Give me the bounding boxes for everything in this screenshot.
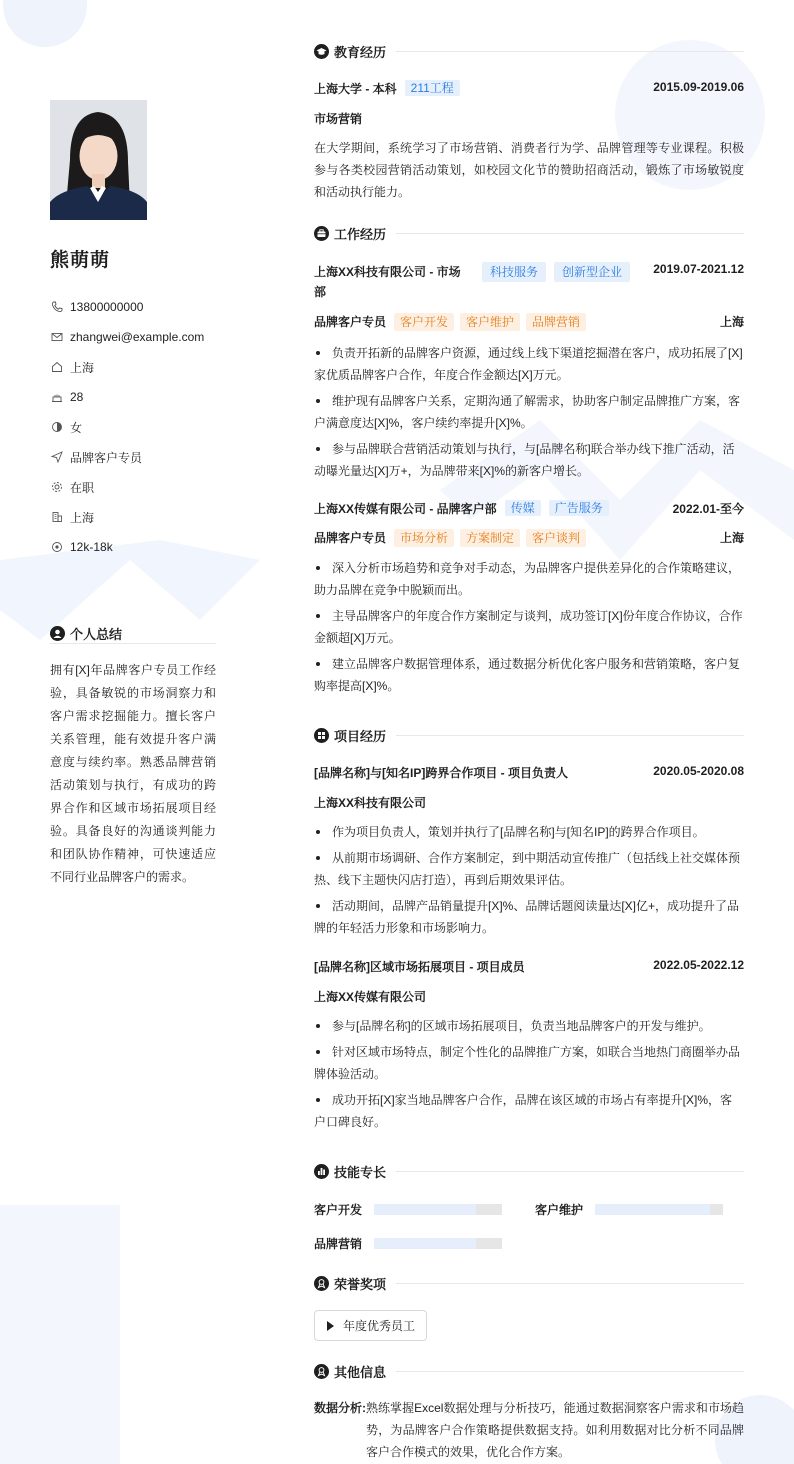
other-title: 其他信息 bbox=[334, 1364, 387, 1380]
skill-name: 品牌营销 bbox=[314, 1237, 363, 1251]
education-date: 2015.09-2019.06 bbox=[653, 80, 744, 94]
skill-bar bbox=[595, 1204, 723, 1215]
skill-bar bbox=[374, 1238, 502, 1249]
contact-info-list bbox=[50, 292, 216, 562]
education-major: 市场营销 bbox=[314, 112, 363, 126]
section-divider bbox=[396, 1171, 744, 1172]
project-2-header bbox=[314, 958, 744, 975]
job-2-skill-3: 客户谈判 bbox=[526, 529, 586, 547]
list-item: 主导品牌客户的年度合作方案制定与谈判，成功签订[X]份年度合作协议，合作金额超[X]万元。 bbox=[314, 609, 743, 645]
info-salary bbox=[50, 532, 216, 562]
city-text: 上海 bbox=[70, 360, 95, 375]
info-status bbox=[50, 472, 216, 502]
grid-icon bbox=[314, 728, 329, 743]
section-divider bbox=[396, 735, 744, 736]
project-2-name: [品牌名称]区域市场拓展项目 - 项目成员 bbox=[314, 960, 525, 974]
candidate-name: 熊萌萌 bbox=[50, 250, 111, 271]
job-2-tag-2: 广告服务 bbox=[549, 500, 609, 516]
section-divider bbox=[396, 51, 744, 52]
graduation-cap-icon bbox=[314, 44, 329, 59]
skill-item bbox=[314, 1235, 502, 1252]
play-icon bbox=[327, 1321, 334, 1331]
info-phone bbox=[50, 292, 216, 322]
expected-city-text: 上海 bbox=[70, 510, 95, 525]
age-text: 28 bbox=[70, 390, 84, 404]
user-icon bbox=[50, 626, 65, 641]
other-text: 熟练掌握Excel数据处理与分析技巧，能通过数据洞察客户需求和市场趋势，为品牌客户合作策略提供数据支持。如利用数据对比分析不同品牌客户合作模式的效果，优化合作方案。 bbox=[366, 1401, 744, 1459]
job-1-location: 上海 bbox=[719, 315, 744, 329]
honor-label: 年度优秀员工 bbox=[343, 1319, 416, 1333]
skills-title: 技能专长 bbox=[334, 1164, 387, 1180]
education-row bbox=[314, 80, 744, 97]
job-1-tag-1: 科技服务 bbox=[482, 262, 546, 282]
honor-award-item[interactable] bbox=[314, 1310, 427, 1341]
status-text: 在职 bbox=[70, 480, 95, 495]
skill-bar-fill bbox=[595, 1204, 710, 1215]
gear-icon bbox=[50, 480, 64, 494]
skill-bar bbox=[374, 1204, 502, 1215]
job-1-tag-2: 创新型企业 bbox=[554, 262, 630, 282]
mail-icon bbox=[50, 330, 64, 344]
job-2-bullets bbox=[314, 557, 744, 701]
list-item: 成功开拓[X]家当地品牌客户合作，品牌在该区域的市场占有率提升[X]%，客户口碑良好。 bbox=[314, 1093, 733, 1129]
info-icon bbox=[314, 1364, 329, 1379]
job-2-header bbox=[314, 500, 744, 518]
job-2-company: 上海XX传媒有限公司 - 品牌客户部 bbox=[314, 502, 497, 516]
gender-icon bbox=[50, 420, 64, 434]
profile-column bbox=[50, 100, 216, 562]
list-item: 参与品牌联合营销活动策划与执行，与[品牌名称]联合举办线下推广活动，活动曝光量达[X]万+，为品牌带来[X]%的新客户增长。 bbox=[314, 442, 735, 478]
section-divider bbox=[396, 1371, 744, 1372]
building-icon bbox=[50, 510, 64, 524]
info-expected-city bbox=[50, 502, 216, 532]
phone-text: 13800000000 bbox=[70, 300, 144, 314]
project-1-header bbox=[314, 764, 744, 781]
avatar bbox=[50, 100, 147, 220]
job-1-role: 品牌客户专员 bbox=[314, 315, 387, 329]
skill-bar-fill bbox=[374, 1238, 476, 1249]
project-1-date: 2020.05-2020.08 bbox=[653, 764, 744, 778]
phone-icon bbox=[50, 300, 64, 314]
list-item: 维护现有品牌客户关系，定期沟通了解需求，协助客户制定品牌推广方案，客户满意度达[X]%，客户续约率提升[X]%。 bbox=[314, 394, 741, 430]
list-item: 活动期间，品牌产品销量提升[X]%、品牌话题阅读量达[X]亿+，成功提升了品牌的年轻活力形象和市场影响力。 bbox=[314, 899, 740, 935]
job-2-skill-1: 市场分析 bbox=[394, 529, 454, 547]
coin-icon bbox=[50, 540, 64, 554]
salary-text: 12k-18k bbox=[70, 540, 113, 554]
project-2-date: 2022.05-2022.12 bbox=[653, 958, 744, 972]
email-text: zhangwei@example.com bbox=[70, 330, 205, 344]
info-age bbox=[50, 382, 216, 412]
job-2-role-row bbox=[314, 529, 744, 547]
section-divider bbox=[396, 233, 744, 234]
job-1-skill-2: 客户维护 bbox=[460, 313, 520, 331]
education-header bbox=[314, 41, 744, 61]
school-name: 上海大学 - 本科 bbox=[314, 82, 397, 96]
skills-header bbox=[314, 1161, 744, 1181]
job-2-tag-1: 传媒 bbox=[505, 500, 541, 516]
info-gender bbox=[50, 412, 216, 442]
skill-name: 客户维护 bbox=[535, 1203, 584, 1217]
cake-icon bbox=[50, 390, 64, 404]
info-position bbox=[50, 442, 216, 472]
list-item: 参与[品牌名称]的区域市场拓展项目，负责当地品牌客户的开发与维护。 bbox=[314, 1015, 744, 1037]
education-title: 教育经历 bbox=[334, 44, 387, 60]
job-2-role: 品牌客户专员 bbox=[314, 531, 387, 545]
list-item: 作为项目负责人，策划并执行了[品牌名称]与[知名IP]的跨界合作项目。 bbox=[314, 821, 744, 843]
education-description: 在大学期间，系统学习了市场营销、消费者行为学、品牌管理等专业课程。积极参与各类校园营销活动策划，如校园文化节的赞助招商活动，锻炼了市场敏锐度和活动执行能力。 bbox=[314, 141, 744, 199]
info-city bbox=[50, 352, 216, 382]
other-label: 数据分析: bbox=[314, 1401, 366, 1415]
other-header bbox=[314, 1361, 744, 1381]
briefcase-icon bbox=[314, 226, 329, 241]
summary-title: 个人总结 bbox=[70, 627, 123, 642]
job-2-date: 2022.01-至今 bbox=[672, 502, 744, 516]
job-2-skill-2: 方案制定 bbox=[460, 529, 520, 547]
project-1-company: 上海XX科技有限公司 bbox=[314, 796, 427, 810]
other-info-row bbox=[314, 1397, 744, 1463]
project-2-bullets bbox=[314, 1015, 744, 1137]
skill-item bbox=[535, 1201, 723, 1218]
send-icon bbox=[50, 450, 64, 464]
honors-header bbox=[314, 1273, 744, 1293]
honors-title: 荣誉奖项 bbox=[334, 1276, 387, 1292]
project-2-company: 上海XX传媒有限公司 bbox=[314, 990, 427, 1004]
work-header bbox=[314, 223, 744, 243]
summary-text: 拥有[X]年品牌客户专员工作经验，具备敏锐的市场洞察力和客户需求挖掘能力。擅长客户关系管理，能有效提升客户满意度与续约率。熟悉品牌营销活动策划与执行，有成功的跨界合作和区域市场拓展项目经验。具备良好的沟通谈判能力和团队协作精神，可快速适应不同行业品牌客户的需求。 bbox=[50, 663, 216, 884]
project-1-bullets bbox=[314, 821, 744, 943]
list-item: 从前期市场调研、合作方案制定，到中期活动宣传推广（包括线上社交媒体预热、线下主题快闪店打造），再到后期效果评估。 bbox=[314, 851, 741, 887]
job-1-date: 2019.07-2021.12 bbox=[653, 262, 744, 276]
project-1-name: [品牌名称]与[知名IP]跨界合作项目 - 项目负责人 bbox=[314, 766, 568, 780]
list-item: 负责开拓新的品牌客户资源，通过线上线下渠道挖掘潜在客户，成功拓展了[X]家优质品牌客户合作，年度合作金额达[X]万元。 bbox=[314, 346, 743, 382]
work-title: 工作经历 bbox=[334, 226, 387, 242]
projects-title: 项目经历 bbox=[334, 728, 387, 744]
award-icon bbox=[314, 1276, 329, 1291]
job-1-skill-3: 品牌营销 bbox=[526, 313, 586, 331]
gender-text: 女 bbox=[70, 420, 83, 435]
skill-item bbox=[314, 1201, 502, 1218]
job-1-bullets bbox=[314, 342, 744, 486]
job-1-header bbox=[314, 262, 744, 302]
list-item: 针对区域市场特点，制定个性化的品牌推广方案，如联合当地热门商圈举办品牌体验活动。 bbox=[314, 1045, 741, 1081]
projects-header bbox=[314, 725, 744, 745]
home-icon bbox=[50, 360, 64, 374]
skill-name: 客户开发 bbox=[314, 1203, 363, 1217]
job-2-location: 上海 bbox=[719, 531, 744, 545]
school-tag: 211工程 bbox=[405, 80, 460, 96]
job-1-skill-1: 客户开发 bbox=[394, 313, 454, 331]
job-1-company: 上海XX科技有限公司 - 市场部 bbox=[314, 265, 461, 299]
skill-bar-fill bbox=[374, 1204, 476, 1215]
bar-chart-icon bbox=[314, 1164, 329, 1179]
section-divider bbox=[396, 1283, 744, 1284]
summary-header bbox=[50, 624, 216, 644]
info-email bbox=[50, 322, 216, 352]
list-item: 建立品牌客户数据管理体系，通过数据分析优化客户服务和营销策略，客户复购率提高[X]%。 bbox=[314, 657, 741, 693]
job-1-role-row bbox=[314, 313, 744, 331]
position-text: 品牌客户专员 bbox=[70, 450, 143, 465]
list-item: 深入分析市场趋势和竞争对手动态，为品牌客户提供差异化的合作策略建议，助力品牌在竞争中脱颖而出。 bbox=[314, 561, 741, 597]
